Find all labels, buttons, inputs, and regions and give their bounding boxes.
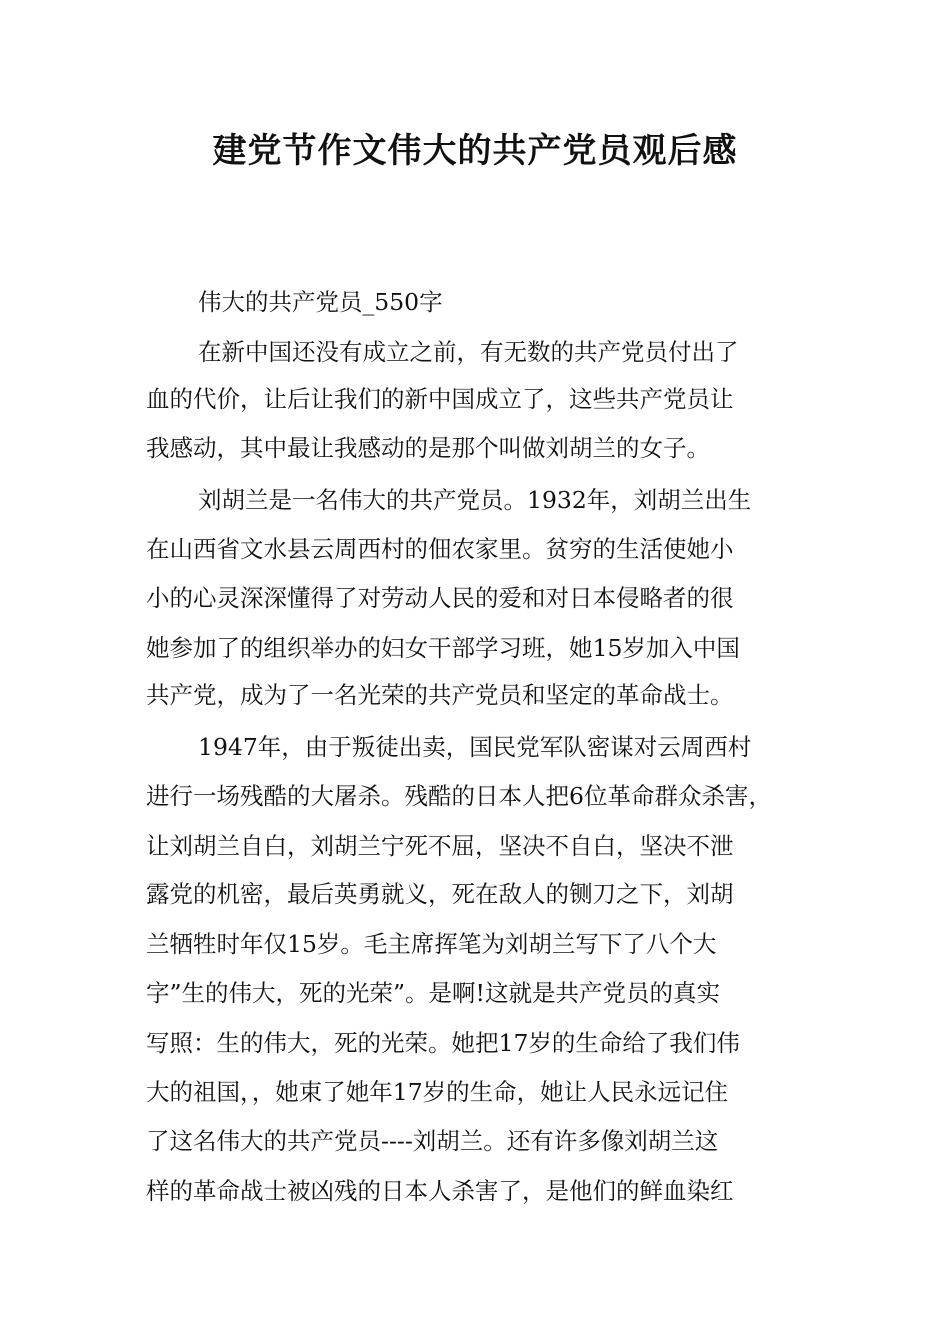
text-line: 让刘胡兰自白，刘胡兰宁死不屈，坚决不自白，坚决不泄 [146, 832, 734, 860]
text-line: 伟大的共产党员_550字 [198, 288, 443, 316]
text-line: 样的革命战士被凶残的日本人杀害了，是他们的鲜血染红 [146, 1177, 734, 1205]
text-line: 在新中国还没有成立之前，有无数的共产党员付出了 [198, 338, 739, 366]
text-line: 共产党，成为了一名光荣的共产党员和坚定的革命战士。 [146, 681, 734, 709]
text-line: 露党的机密，最后英勇就义，死在敌人的铡刀之下，刘胡 [146, 880, 734, 908]
text-line: 大的祖国，，她束了她年17岁的生命，她让人民永远记住 [146, 1078, 729, 1106]
text-line: 在山西省文水县云周西村的佃农家里。贫穷的生活使她小 [146, 535, 734, 563]
text-line: 1947年，由于叛徒出卖，国民党军队密谋对云周西村 [198, 733, 752, 761]
text-line: 血的代价，让后让我们的新中国成立了，这些共产党员让 [146, 385, 734, 413]
text-line: 进行一场残酷的大屠杀。残酷的日本人把6位革命群众杀害， [146, 782, 772, 810]
text-line: 写照：生的伟大，死的光荣。她把17岁的生命给了我们伟 [146, 1029, 740, 1057]
text-line: 刘胡兰是一名伟大的共产党员。1932年，刘胡兰出生 [198, 486, 752, 514]
text-line: 小的心灵深深懂得了对劳动人民的爱和对日本侵略者的很 [146, 584, 734, 612]
document-title: 建党节作文伟大的共产党员观后感 [212, 131, 738, 171]
text-line: 我感动，其中最让我感动的是那个叫做刘胡兰的女子。 [146, 434, 710, 462]
text-line: 她参加了的组织举办的妇女干部学习班，她15岁加入中国 [146, 634, 740, 662]
text-line: 字”生的伟大，死的光荣”。是啊!这就是共产党员的真实 [146, 979, 720, 1007]
text-line: 了这名伟大的共产党员----刘胡兰。还有许多像刘胡兰这 [146, 1127, 719, 1155]
text-line: 兰牺牲时年仅15岁。毛主席挥笔为刘胡兰写下了八个大 [146, 930, 717, 958]
